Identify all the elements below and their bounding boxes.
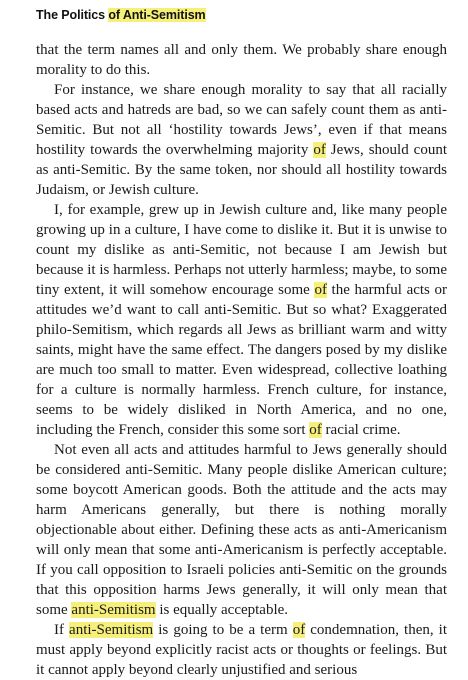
highlighted-text: of	[314, 282, 327, 298]
running-header-title: The Politics	[36, 8, 109, 22]
text-segment: the harmful acts or attitudes we’d want to call anti-Semitic. But so what? Exaggerated philo-Semitism, which regards all Jews as brilliant warm and witty saints, might have the same effect. The dangers posed by my dislike are much too small to matter. Even widespread, collective loathing for a culture is normally harmless. French culture, for instance, seems to be widely disliked in North America, and no one, including the French, consider this some sort	[36, 282, 447, 438]
text-segment: is going to be a term	[153, 622, 293, 638]
highlighted-text: of	[313, 142, 326, 158]
text-segment: condemnation, then, it must apply beyond explicitly racist acts or thoughts or feelings. But it cannot apply beyond clearly unjustified and serious	[36, 622, 447, 678]
highlighted-text: anti-Semitism	[69, 622, 154, 638]
text-segment: is equally acceptable.	[155, 602, 289, 618]
paragraph	[36, 40, 447, 80]
highlighted-text: anti-Semitism	[71, 602, 156, 618]
highlighted-text: of	[309, 422, 322, 438]
text-segment: that the term names all and only them. We probably share enough morality to do this.	[36, 42, 447, 78]
paragraph	[36, 620, 447, 680]
paragraph	[36, 200, 447, 440]
body-text	[36, 40, 447, 680]
running-header	[36, 7, 448, 29]
text-segment: If	[54, 622, 70, 638]
text-segment: racial crime.	[321, 422, 401, 438]
text-segment: For instance, we share enough morality to say that all racially based acts and hatreds are bad, so we can safely count them as anti-Semitic. But not all ‘hostility towards Jews’, even if that means hostility towards the overwhelming majority	[36, 82, 447, 158]
paragraph	[36, 440, 447, 620]
text-segment: I, for example, grew up in Jewish culture and, like many people growing up in a culture, I have come to dislike it. But it is unwise to count my dislike as anti-Semitic, not because I am Jewish but because it is harmless. Perhaps not utterly harmless; maybe, to some tiny extent, it will somehow encourage some	[36, 202, 447, 298]
text-segment: Not even all acts and attitudes harmful to Jews generally should be considered anti-Semitic. Many people dislike American culture; some boycott American goods. Both the attitude and the acts may harm Americans generally, but there is nothing morally objectionable about either. Defining these acts as anti-Americanism will only mean that some anti-Americanism is perfectly acceptable. If you call opposition to Israeli policies anti-Semitic on the grounds that this opposition harms Jews generally, it will only mean that some	[36, 442, 447, 618]
paragraph	[36, 80, 447, 200]
highlighted-text: of	[292, 622, 306, 638]
text-segment: Jews, should count as anti-Semitic. By the same token, nor should all hostility towards Judaism, or Jewish culture.	[36, 142, 447, 198]
running-header-highlight: of Anti-Semitism	[108, 8, 206, 22]
